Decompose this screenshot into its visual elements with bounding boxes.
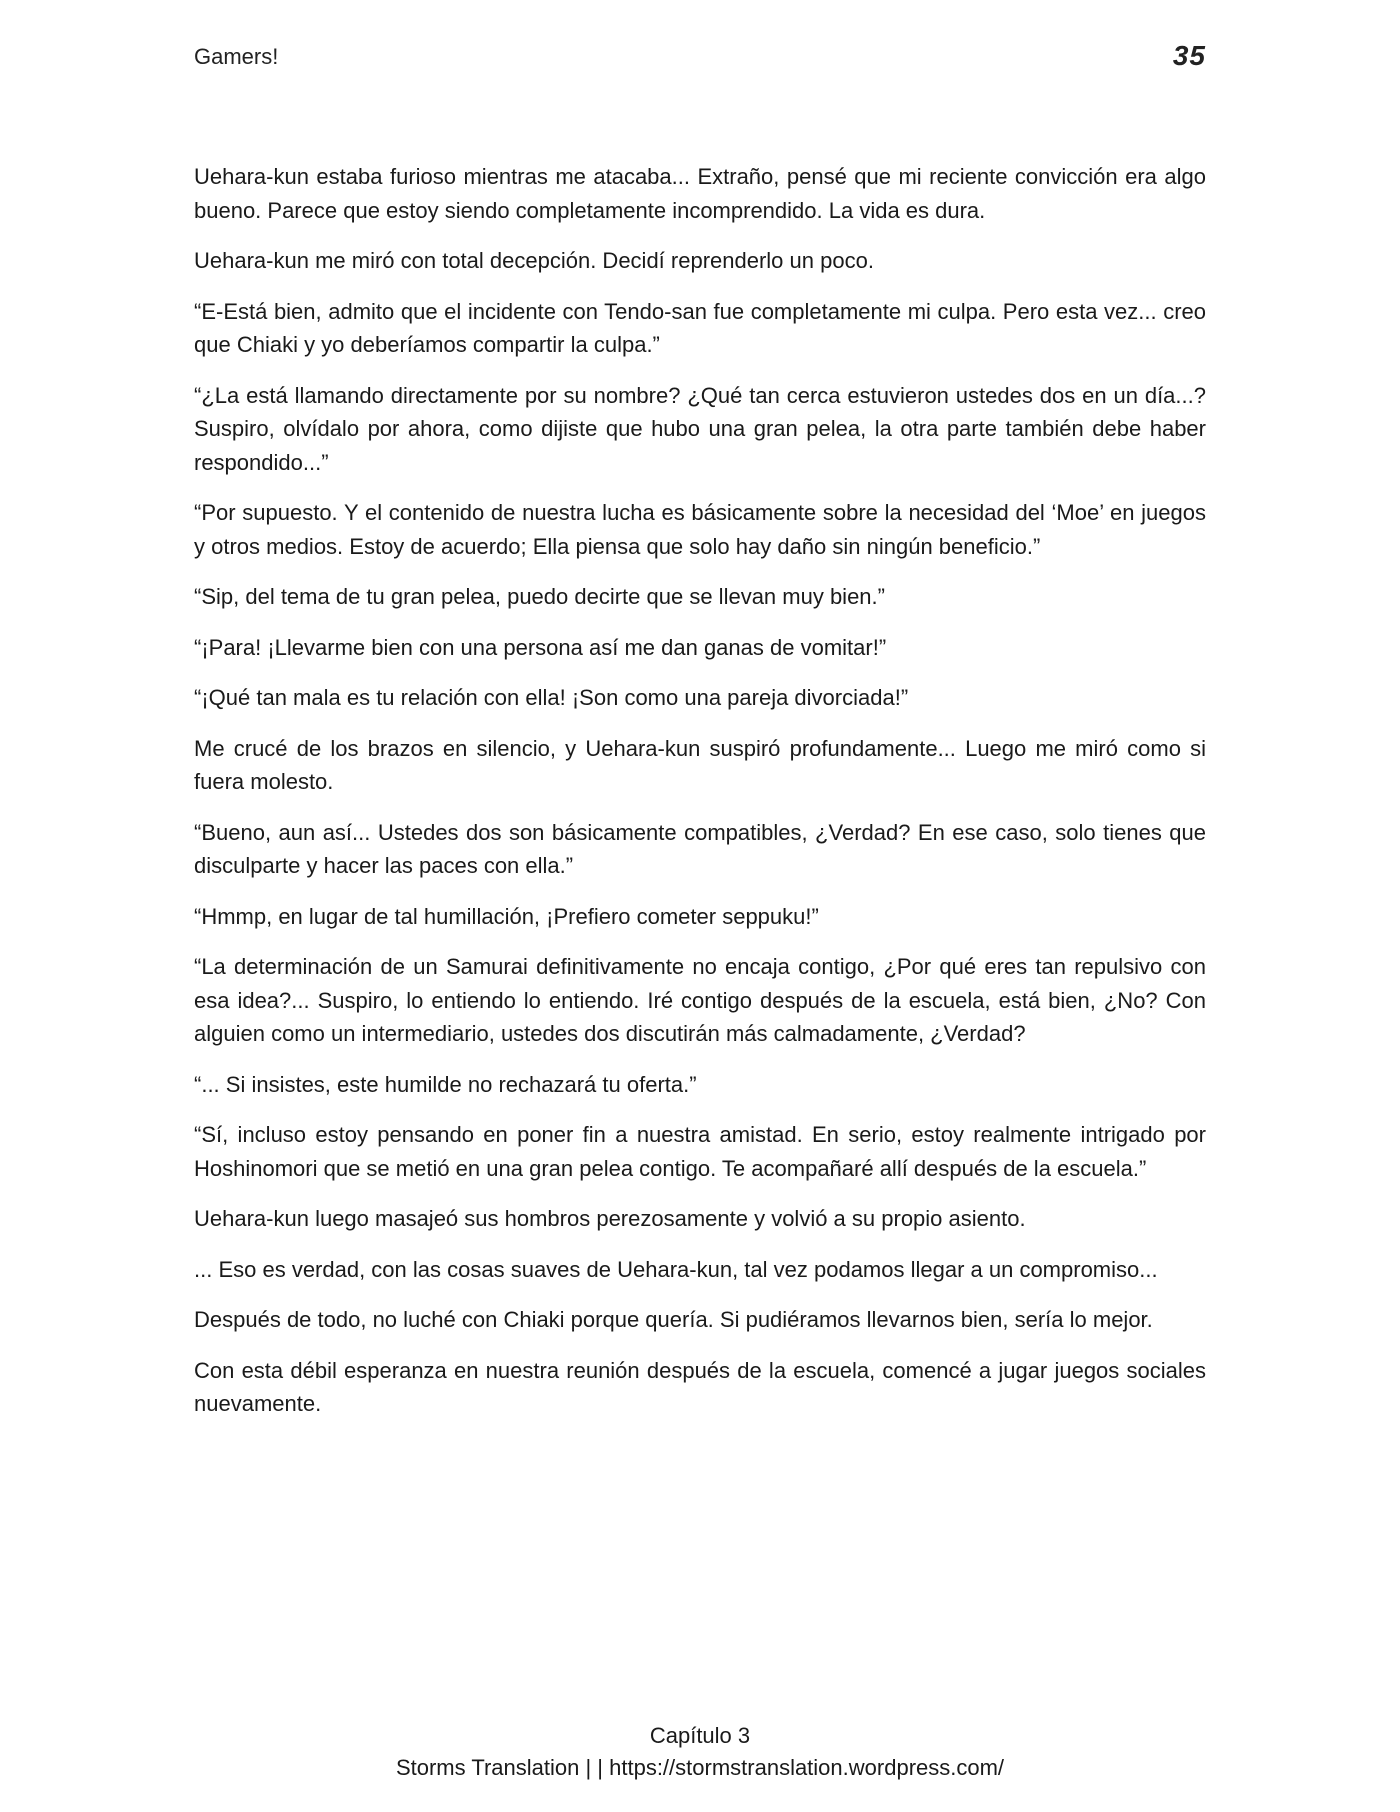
- paragraph: ... Eso es verdad, con las cosas suaves de Uehara-kun, tal vez podamos llegar a un compromiso...: [194, 1256, 1158, 1282]
- paragraph: “Bueno, aun así... Ustedes dos son básicamente compatibles, ¿Verdad? En ese caso, solo tienes que disculparte y hacer las paces con ella.”: [194, 819, 1206, 878]
- paragraph: Uehara-kun me miró con total decepción. Decidí reprenderlo un poco.: [194, 248, 874, 273]
- body-text: [194, 160, 1206, 1438]
- paragraph: “Hmmp, en lugar de tal humillación, ¡Prefiero cometer seppuku!”: [194, 903, 819, 929]
- paragraph: Con esta débil esperanza en nuestra reunión después de la escuela, comencé a jugar juegos sociales nuevamente.: [194, 1357, 1206, 1416]
- paragraph: “¿La está llamando directamente por su nombre? ¿Qué tan cerca estuvieron ustedes dos en un día...? Suspiro, olvídalo por ahora, como dijiste que hubo una gran pelea, la otra parte también debe haber respondido...”: [194, 382, 1206, 475]
- translator-credit: Storms Translation | | https://stormstranslation.wordpress.com/: [395, 1755, 1005, 1780]
- paragraph: “E-Está bien, admito que el incidente con Tendo-san fue completamente mi culpa. Pero esta vez... creo que Chiaki y yo deberíamos compartir la culpa.”: [194, 298, 1206, 357]
- page-header: [194, 40, 1206, 80]
- paragraph: “... Si insistes, este humilde no rechazará tu oferta.”: [194, 1071, 697, 1097]
- paragraph: “La determinación de un Samurai definitivamente no encaja contigo, ¿Por qué eres tan repulsivo con esa idea?... Suspiro, lo entiendo lo entiendo. Iré contigo después de la escuela, está bien, ¿No? Con alguien como un intermediario, ustedes dos discutirán más calmadamente, ¿Verdad?: [194, 954, 1206, 1046]
- paragraph: “Por supuesto. Y el contenido de nuestra lucha es básicamente sobre la necesidad del ‘Moe’ en juegos y otros medios. Estoy de acuerdo; Ella piensa que solo hay daño sin ningún beneficio.”: [194, 500, 1206, 559]
- paragraph: Uehara-kun estaba furioso mientras me atacaba... Extraño, pensé que mi reciente convicción era algo bueno. Parece que estoy siendo completamente incomprendido. La vida es dura.: [194, 164, 1206, 223]
- paragraph: “Sip, del tema de tu gran pelea, puedo decirte que se llevan muy bien.”: [194, 584, 885, 609]
- paragraph: “¡Para! ¡Llevarme bien con una persona así me dan ganas de vomitar!”: [194, 634, 887, 660]
- paragraph: Me crucé de los brazos en silencio, y Uehara-kun suspiró profundamente... Luego me miró como si fuera molesto.: [194, 735, 1206, 794]
- chapter-label: Capítulo 3: [649, 1723, 751, 1748]
- paragraph: “¡Qué tan mala es tu relación con ella! ¡Son como una pareja divorciada!”: [194, 685, 909, 710]
- page-footer: [0, 1720, 1400, 1784]
- book-title: Gamers!: [194, 44, 279, 69]
- paragraph: “Sí, incluso estoy pensando en poner fin a nuestra amistad. En serio, estoy realmente intrigado por Hoshinomori que se metió en una gran pelea contigo. Te acompañaré allí después de la escuela.”: [194, 1122, 1206, 1181]
- page-number: 35: [1172, 40, 1206, 71]
- paragraph: Uehara-kun luego masajeó sus hombros perezosamente y volvió a su propio asiento.: [194, 1206, 1026, 1231]
- paragraph: Después de todo, no luché con Chiaki porque quería. Si pudiéramos llevarnos bien, sería lo mejor.: [194, 1307, 1153, 1332]
